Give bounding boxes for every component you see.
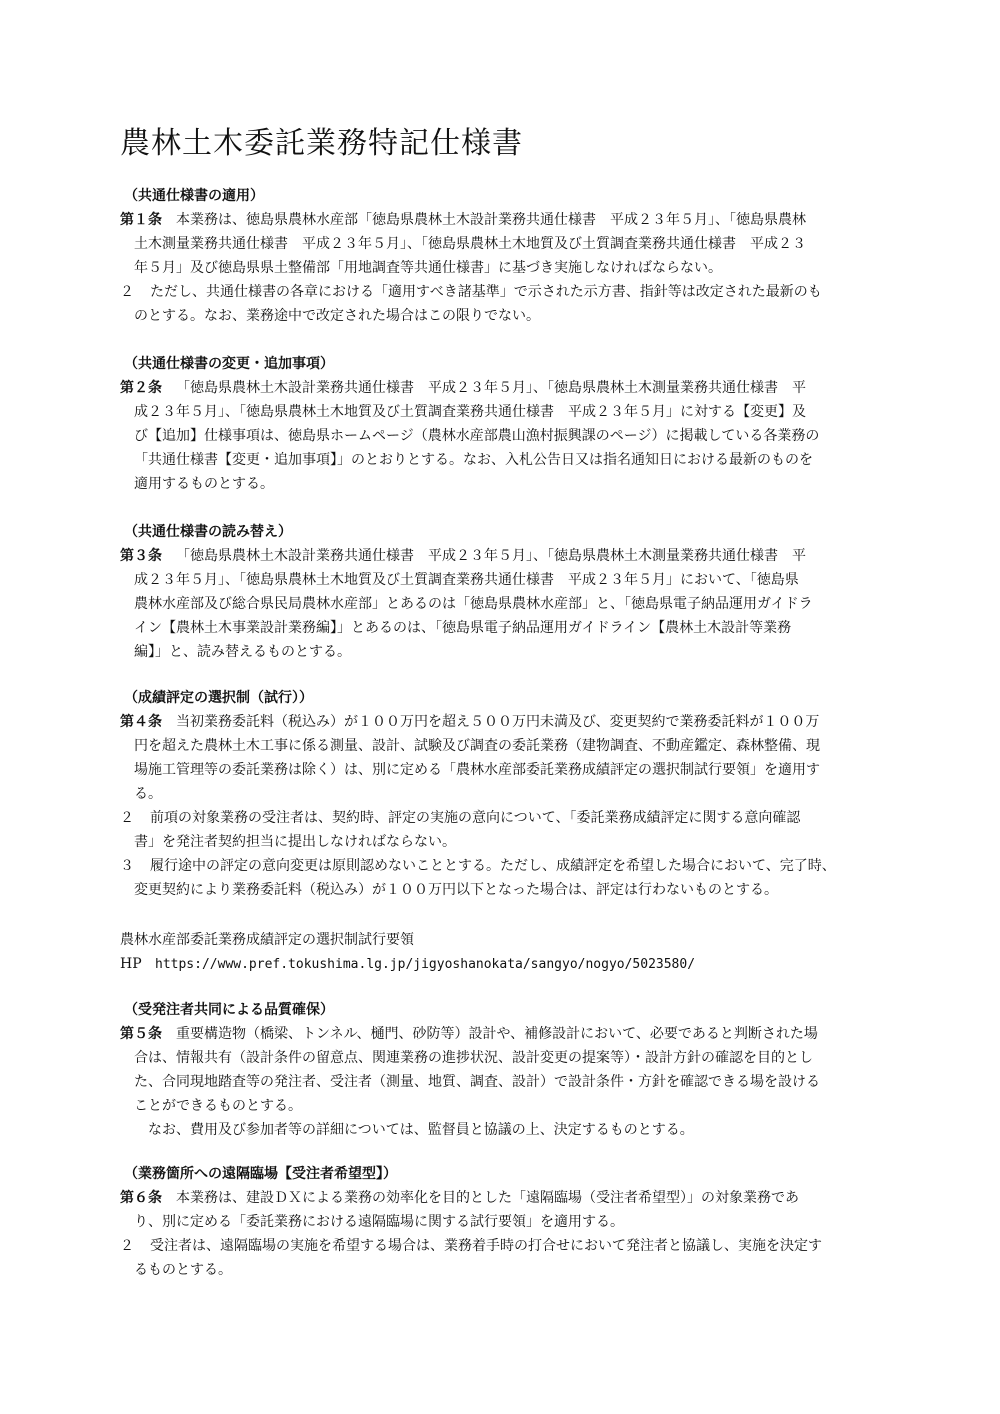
article-text: 場施工管理等の委託業務は除く）は、別に定める「農林水産部委託業務成績評定の選択制試行要領」を適用す: [134, 762, 820, 778]
article-5: [120, 1022, 890, 1118]
clause-text: 変更契約により業務委託料（税込み）が１００万円以下となった場合は、評定は行わないものとする。: [134, 882, 778, 898]
section-2: [120, 352, 890, 496]
article-number: 第１条: [120, 212, 162, 228]
article-number: 第２条: [120, 380, 162, 396]
section-3: [120, 520, 890, 664]
section-heading: （業務箇所への遠隔臨場【受注者希望型】）: [124, 1166, 397, 1182]
reference-url-line: [120, 952, 695, 977]
article-text: 年５月」及び徳島県県土整備部「用地調査等共通仕様書」に基づき実施しなければならない。: [134, 260, 722, 276]
article-text: 農林水産部及び総合県民局農林水産部」とあるのは「徳島県農林水産部」と、「徳島県電子納品運用ガイドラ: [134, 596, 813, 612]
document-title: 農林土木委託業務特記仕様書: [120, 126, 523, 161]
article-text: 「共通仕様書【変更・追加事項】」のとおりとする。なお、入札公告日又は指名通知日における最新のものを: [134, 452, 813, 468]
section-1: [120, 184, 890, 328]
article-text: 「徳島県農林土木設計業務共通仕様書 平成２３年５月」、「徳島県農林土木測量業務共通仕様書 平: [176, 380, 806, 396]
article-number: 第６条: [120, 1190, 162, 1206]
clause-item: [120, 280, 890, 328]
clause-text: のとする。なお、業務途中で改定された場合はこの限りでない。: [134, 308, 540, 324]
section-6: [120, 1162, 890, 1282]
clause-text: 受注者は、遠隔臨場の実施を希望する場合は、業務着手時の打合せにおいて発注者と協議し、実施を決定す: [150, 1238, 822, 1254]
clause-text: 前項の対象業務の受注者は、契約時、評定の実施の意向について、「委託業務成績評定に関する意向確認: [150, 810, 801, 826]
article-text: る。: [134, 786, 162, 802]
article-text: 重要構造物（橋梁、トンネル、樋門、砂防等）設計や、補修設計において、必要であると判断された場: [176, 1026, 818, 1042]
article-number: 第３条: [120, 548, 162, 564]
article-6: [120, 1186, 890, 1234]
clause-text: るものとする。: [134, 1262, 232, 1278]
article-text: イン【農林土木事業設計業務編】」とあるのは、「徳島県電子納品運用ガイドライン【農林土木設計等業務: [134, 620, 792, 636]
clause-text: ただし、共通仕様書の各章における「適用すべき諸基準」で示された示方書、指針等は改定された最新のも: [150, 284, 822, 300]
article-paragraph: [120, 1118, 890, 1142]
clause-number: ２: [120, 1238, 134, 1254]
clause-text: 書」を発注者契約担当に提出しなければならない。: [134, 834, 456, 850]
article-text: 土木測量業務共通仕様書 平成２３年５月」、「徳島県農林土木地質及び土質調査業務共通仕様書 平成２３: [134, 236, 806, 252]
article-text: 円を超えた農林土木工事に係る測量、設計、試験及び調査の委託業務（建物調査、不動産鑑定、森林整備、現: [134, 738, 820, 754]
clause-item: [120, 854, 890, 902]
article-text: 「徳島県農林土木設計業務共通仕様書 平成２３年５月」、「徳島県農林土木測量業務共通仕様書 平: [176, 548, 806, 564]
article-text: 当初業務委託料（税込み）が１００万円を超え５００万円未満及び、変更契約で業務委託料が１００万: [176, 714, 820, 730]
clause-item: [120, 806, 890, 854]
article-text: 本業務は、建設ＤＸによる業務の効率化を目的とした「遠隔臨場（受注者希望型）」の対象業務であ: [176, 1190, 799, 1206]
article-4: [120, 710, 890, 806]
article-text: り、別に定める「委託業務における遠隔臨場に関する試行要領」を適用する。: [134, 1214, 624, 1230]
article-text: 合は、情報共有（設計条件の留意点、関連業務の進捗状況、設計変更の提案等）・設計方針の確認を目的とし: [134, 1050, 813, 1066]
article-text: 成２３年５月」、「徳島県農林土木地質及び土質調査業務共通仕様書 平成２３年５月」において、「徳島県: [134, 572, 799, 588]
section-heading: （成績評定の選択制（試行））: [124, 690, 313, 706]
article-text: 編】」と、読み替えるものとする。: [134, 644, 351, 660]
hp-label: HP: [120, 956, 142, 972]
article-number: 第５条: [120, 1026, 162, 1042]
article-3: [120, 544, 890, 664]
article-text: 本業務は、徳島県農林水産部「徳島県農林土木設計業務共通仕様書 平成２３年５月」、「徳島県農林: [176, 212, 806, 228]
article-number: 第４条: [120, 714, 162, 730]
section-5: [120, 998, 890, 1142]
article-1: [120, 208, 890, 280]
clause-number: ３: [120, 858, 134, 874]
section-4: [120, 686, 890, 902]
section-heading: （共通仕様書の変更・追加事項）: [124, 356, 334, 372]
article-text: 適用するものとする。: [134, 476, 274, 492]
section-heading: （受発注者共同による品質確保）: [124, 1002, 334, 1018]
article-text: 成２３年５月」、「徳島県農林土木地質及び土質調査業務共通仕様書 平成２３年５月」に対する【変更】及: [134, 404, 806, 420]
paragraph-text: なお、費用及び参加者等の詳細については、監督員と協議の上、決定するものとする。: [148, 1122, 694, 1138]
article-text: び【追加】仕様事項は、徳島県ホームページ（農林水産部農山漁村振興課のページ）に掲載している各業務の: [134, 428, 820, 444]
section-heading: （共通仕様書の読み替え）: [124, 524, 292, 540]
clause-number: ２: [120, 284, 134, 300]
article-text: た、合同現地踏査等の発注者、受注者（測量、地質、調査、設計）で設計条件・方針を確認できる場を設ける: [134, 1074, 820, 1090]
clause-item: [120, 1234, 890, 1282]
reference-label: 農林水産部委託業務成績評定の選択制試行要領: [120, 932, 414, 948]
section-heading: （共通仕様書の適用）: [124, 188, 264, 204]
article-2: [120, 376, 890, 496]
reference-link[interactable]: https://www.pref.tokushima.lg.jp/jigyoshanokata/sangyo/nogyo/5023580/: [155, 957, 696, 972]
article-text: ことができるものとする。: [134, 1098, 302, 1114]
clause-text: 履行途中の評定の意向変更は原則認めないこととする。ただし、成績評定を希望した場合において、完了時、: [150, 858, 836, 874]
clause-number: ２: [120, 810, 134, 826]
